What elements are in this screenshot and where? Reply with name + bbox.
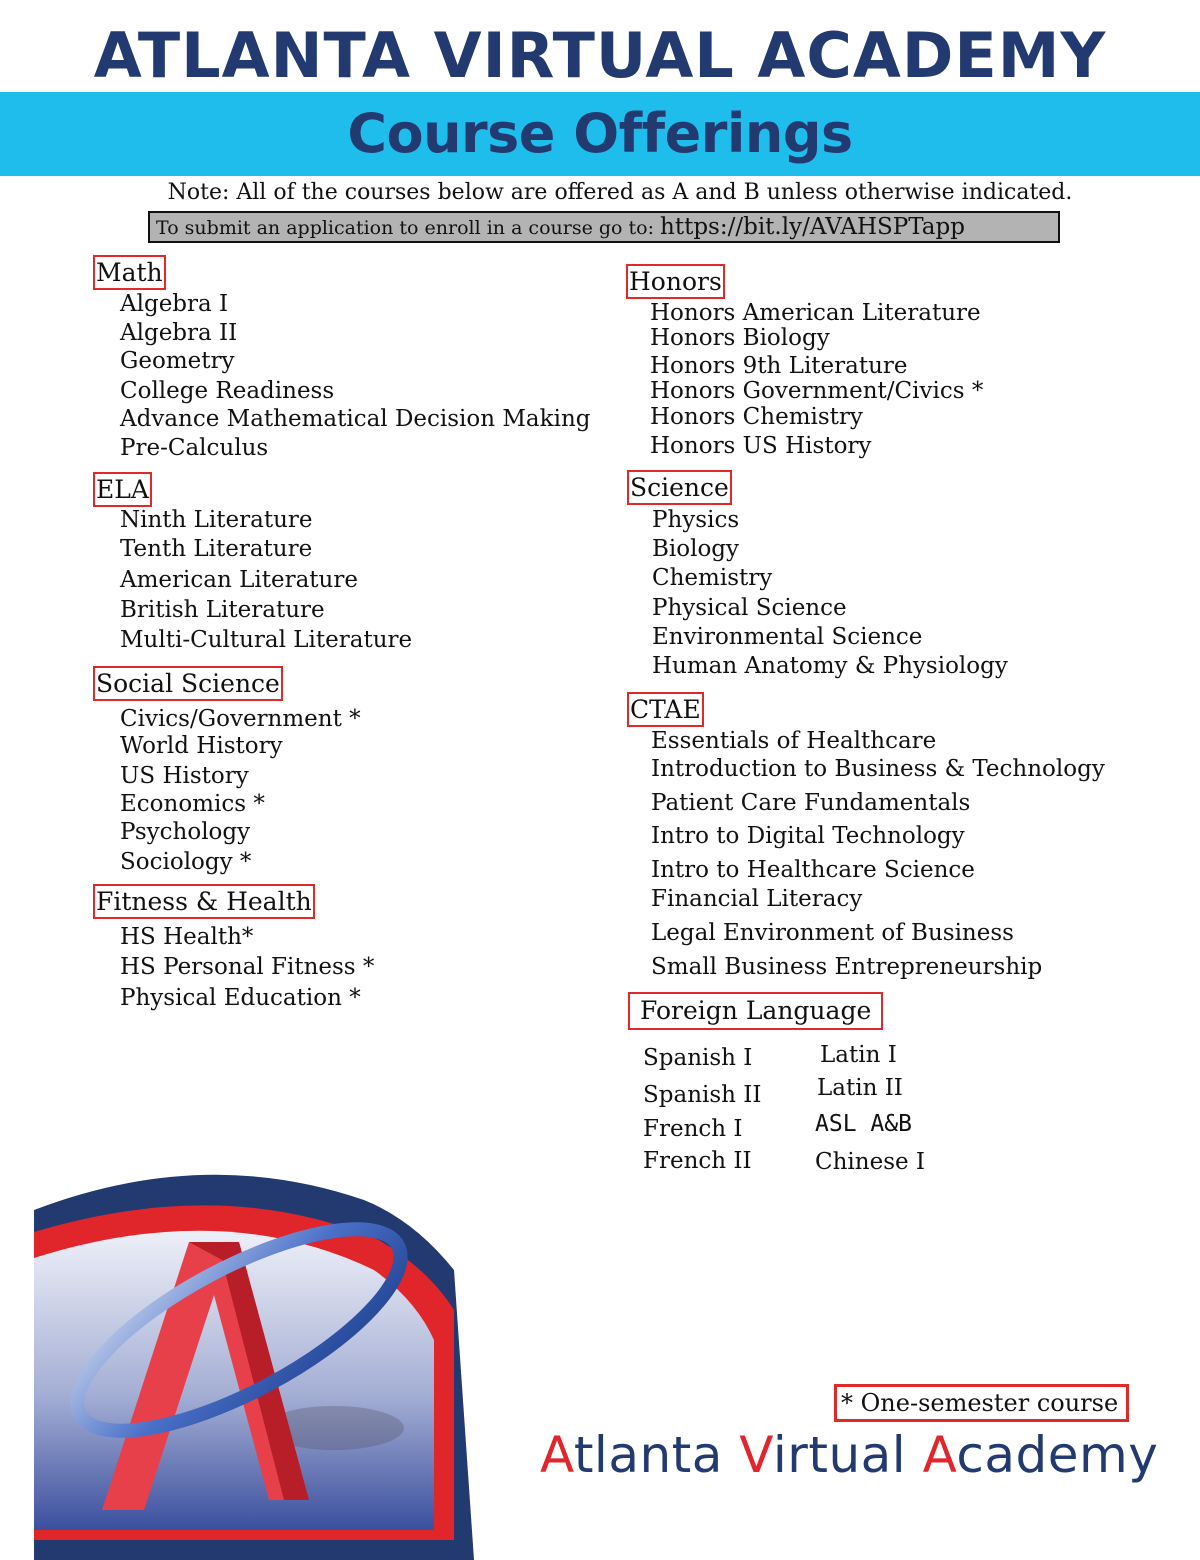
list-item: Human Anatomy & Physiology: [652, 653, 1008, 679]
list-item: Patient Care Fundamentals: [651, 790, 971, 816]
list-item: Financial Literacy: [651, 886, 863, 912]
section-heading-fitness-health: Fitness & Health: [93, 884, 315, 919]
list-item: Geometry: [120, 348, 235, 374]
list-item: Honors Chemistry: [650, 404, 863, 430]
list-item: British Literature: [120, 597, 325, 623]
list-item: Essentials of Healthcare: [651, 728, 937, 754]
list-item: Biology: [652, 536, 740, 562]
section-heading-foreign-language: Foreign Language: [628, 992, 883, 1030]
section-heading-ctae: CTAE: [627, 692, 704, 727]
list-item: Honors Biology: [650, 325, 830, 351]
list-item: Latin I: [820, 1042, 897, 1068]
brand-wordmark: Atlanta Virtual Academy: [540, 1426, 1159, 1484]
list-item: French II: [643, 1148, 752, 1174]
section-heading-ela: ELA: [93, 472, 152, 507]
list-item: Intro to Healthcare Science: [651, 857, 975, 883]
list-item: Honors American Literature: [650, 300, 981, 326]
list-item: Environmental Science: [652, 624, 923, 650]
application-link[interactable]: https://bit.ly/AVAHSPTapp: [660, 214, 965, 240]
list-item: HS Personal Fitness *: [120, 954, 375, 980]
list-item: Civics/Government *: [120, 706, 361, 732]
list-item: Physical Education *: [120, 985, 361, 1011]
list-item: HS Health*: [120, 924, 254, 950]
list-item: Legal Environment of Business: [651, 920, 1014, 946]
page-subtitle: Course Offerings: [347, 102, 853, 165]
academy-logo: [34, 1170, 474, 1560]
list-item: Algebra I: [120, 291, 229, 317]
list-item: ASL A&B: [815, 1111, 912, 1137]
list-item: Spanish II: [643, 1082, 762, 1108]
list-item: Intro to Digital Technology: [651, 823, 965, 849]
list-item: Honors 9th Literature: [650, 353, 908, 379]
list-item: Chinese I: [815, 1149, 926, 1175]
list-item: Honors Government/Civics *: [650, 378, 984, 404]
list-item: French I: [643, 1116, 743, 1142]
list-item: Latin II: [817, 1075, 903, 1101]
section-heading-math: Math: [93, 255, 166, 290]
list-item: Psychology: [120, 819, 251, 845]
page-title: ATLANTA VIRTUAL ACADEMY: [93, 19, 1107, 92]
section-heading-honors: Honors: [626, 264, 725, 299]
list-item: Multi-Cultural Literature: [120, 627, 413, 653]
list-item: Advance Mathematical Decision Making: [120, 406, 591, 432]
list-item: Sociology *: [120, 849, 252, 875]
list-item: World History: [120, 733, 283, 759]
section-heading-science: Science: [627, 470, 732, 505]
offering-note: Note: All of the courses below are offered as A and B unless otherwise indicated.: [167, 180, 1073, 205]
list-item: Ninth Literature: [120, 507, 313, 533]
list-item: Tenth Literature: [120, 536, 313, 562]
list-item: College Readiness: [120, 378, 335, 404]
list-item: Physics: [652, 507, 740, 533]
list-item: Pre-Calculus: [120, 435, 269, 461]
application-text: To submit an application to enroll in a course go to:: [156, 217, 661, 239]
list-item: Spanish I: [643, 1045, 753, 1071]
list-item: Algebra II: [120, 320, 238, 346]
section-heading-social-science: Social Science: [93, 666, 283, 701]
list-item: Introduction to Business & Technology: [651, 756, 1105, 782]
list-item: Small Business Entrepreneurship: [651, 954, 1043, 980]
application-box: [148, 211, 1060, 243]
list-item: US History: [120, 763, 249, 789]
list-item: Chemistry: [652, 565, 773, 591]
one-semester-footnote: * One-semester course: [834, 1384, 1129, 1422]
list-item: Honors US History: [650, 433, 872, 459]
list-item: Physical Science: [652, 595, 847, 621]
list-item: American Literature: [120, 567, 358, 593]
list-item: Economics *: [120, 791, 265, 817]
